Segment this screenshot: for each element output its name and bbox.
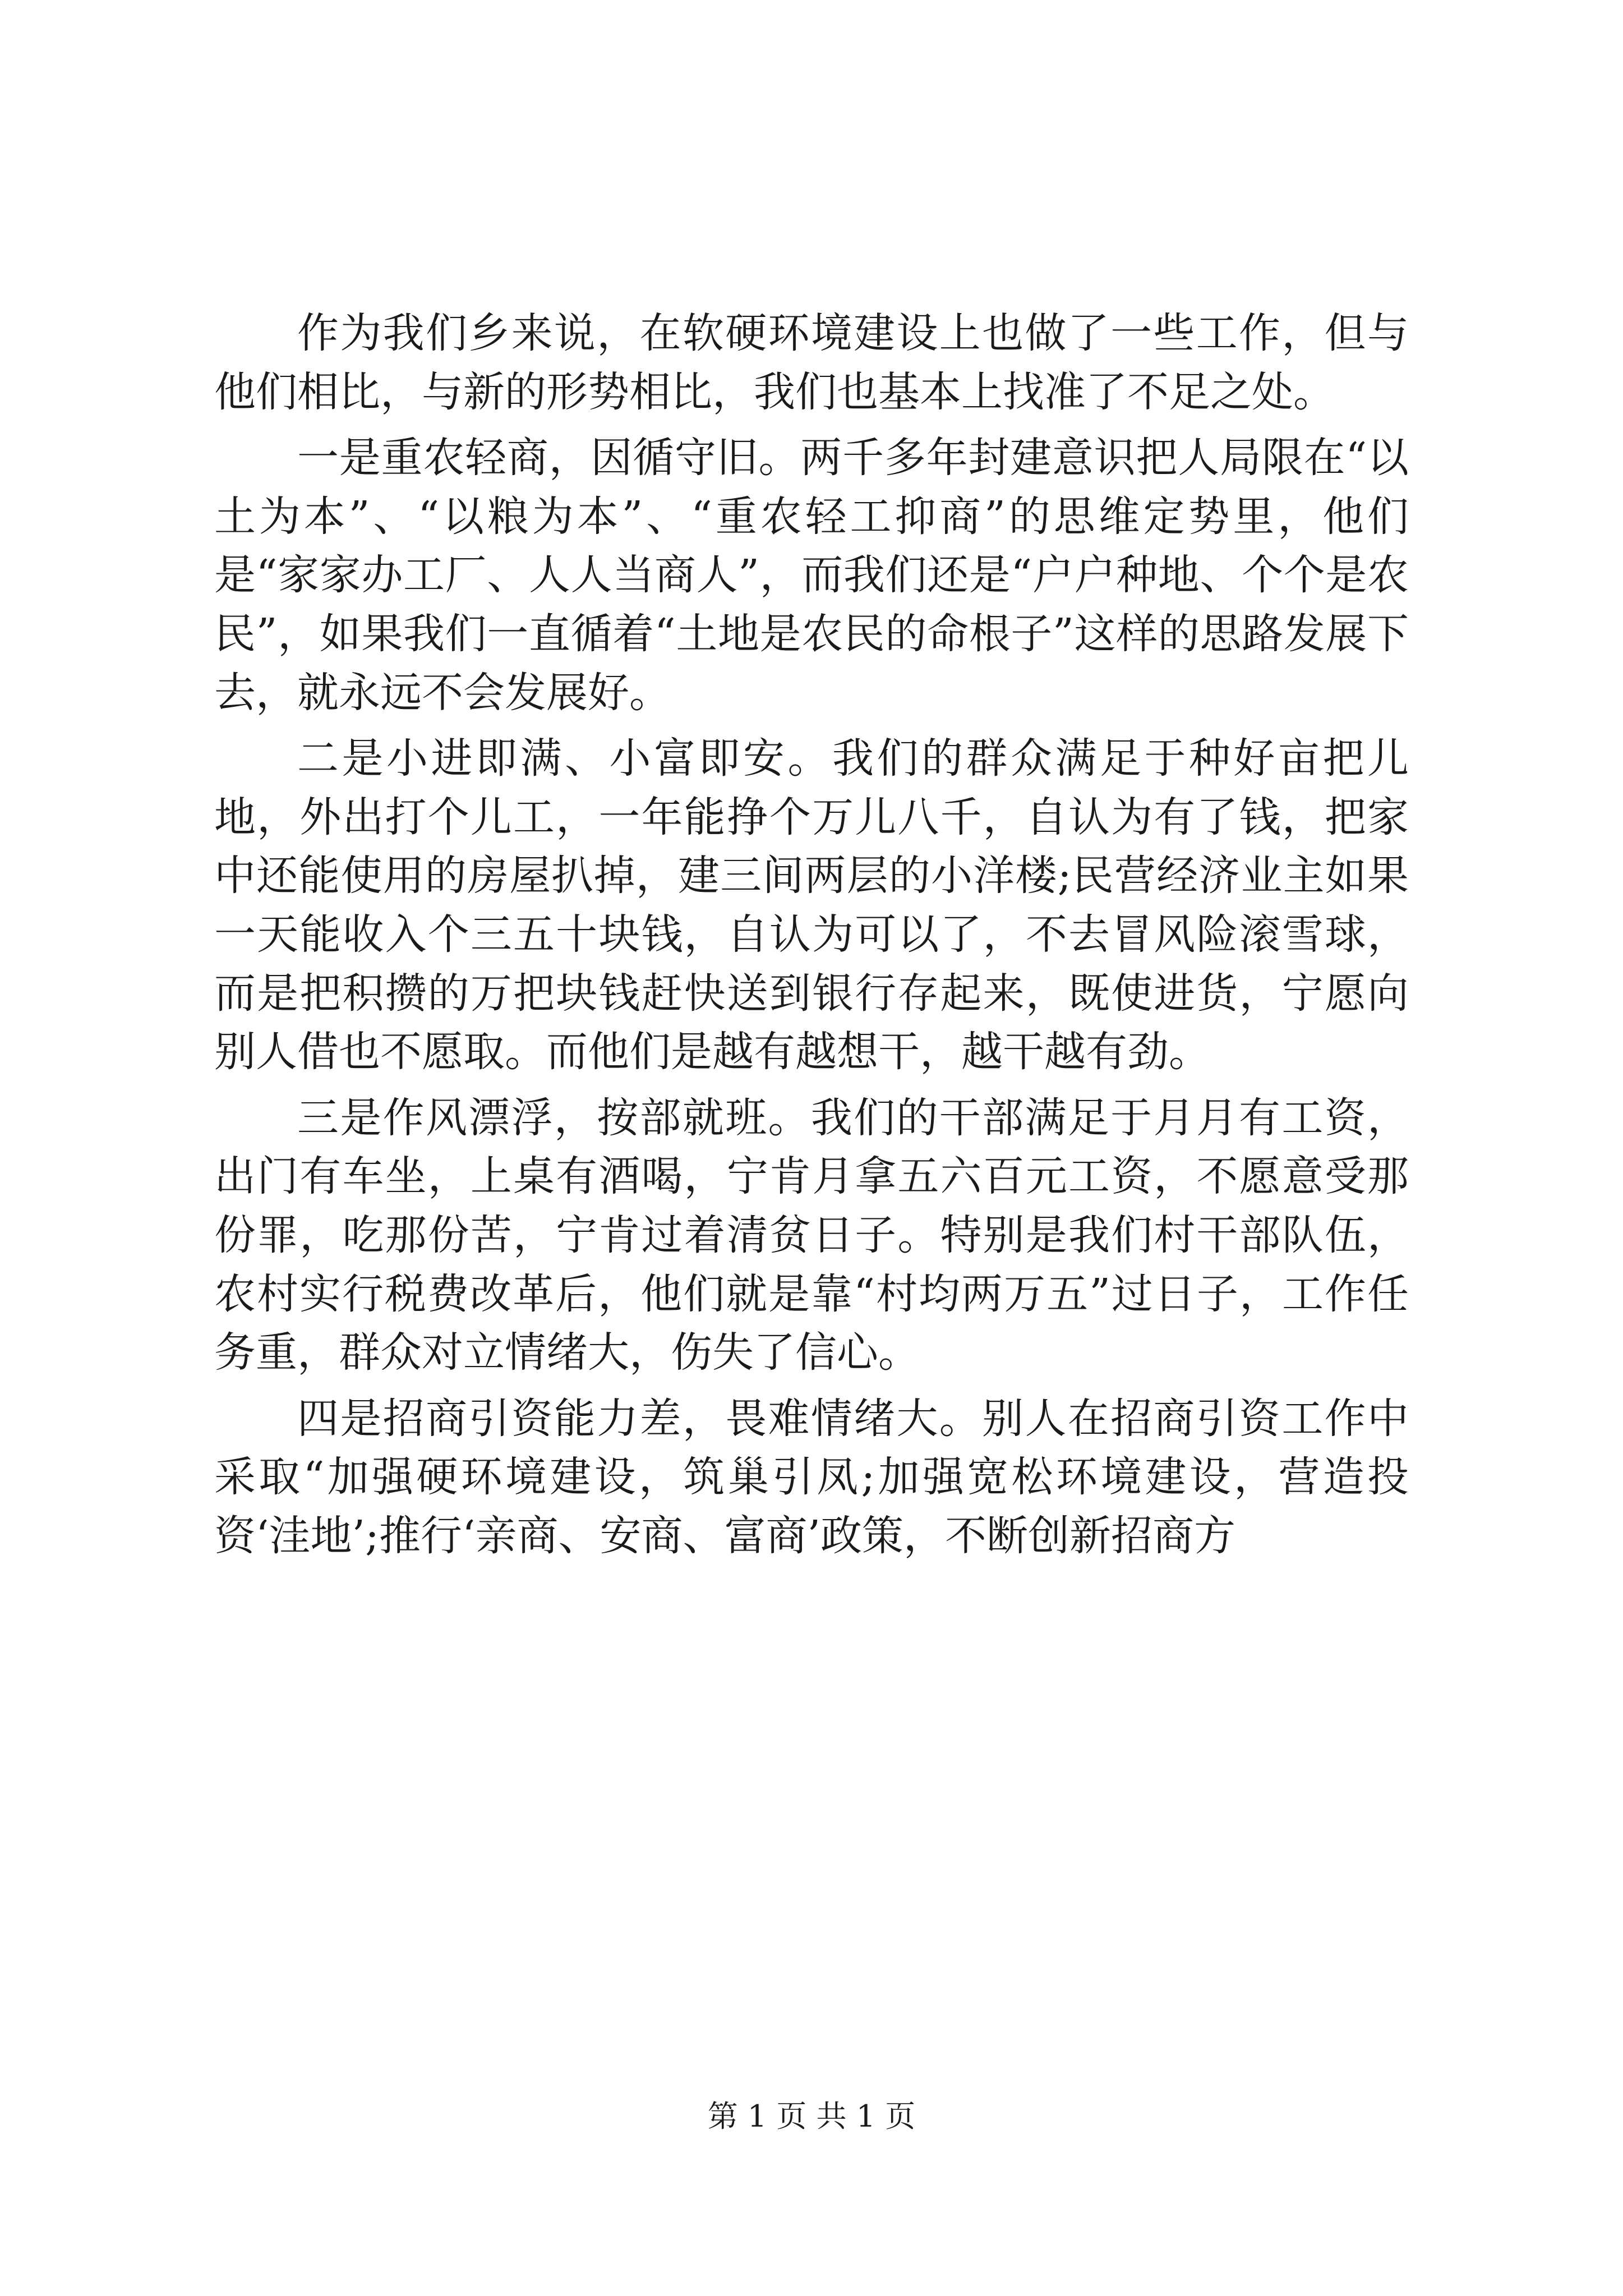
body-text [214,304,1409,1572]
paragraph-intro: 作为我们乡来说，在软硬环境建设上也做了一些工作，但与他们相比，与新的形势相比，我们也基本上找准了不足之处。 [214,309,1409,416]
paragraph-point-three: 三是作风漂浮，按部就班。我们的干部满足于月月有工资，出门有车坐，上桌有酒喝，宁肯月拿五六百元工资，不愿意受那份罪，吃那份苦，宁肯过着清贫日子。特别是我们村干部队伍，农村实行税费改革后，他们就是靠“村均两万五”过日子，工作任务重，群众对立情绪大，伤失了信心。 [214,1093,1409,1377]
paragraph-point-one: 一是重农轻商，因循守旧。两千多年封建意识把人局限在“以土为本”、“以粮为本”、“重农轻工抑商”的思维定势里，他们是“家家办工厂、人人当商人”，而我们还是“户户种地、个个是农民”，如果我们一直循着“土地是农民的命根子”这样的思路发展下去，就永远不会发展好。 [214,434,1409,717]
paragraph-point-four: 四是招商引资能力差，畏难情绪大。别人在招商引资工作中采取“加强硬环境建设，筑巢引凤;加强宽松环境建设，营造投资‘洼地’;推行‘亲商、安商、富商’政策，不断创新招商方 [214,1394,1409,1560]
page-footer: 第 1 页 共 1 页 [707,2099,916,2134]
paragraph-point-two: 二是小进即满、小富即安。我们的群众满足于种好亩把儿地，外出打个儿工，一年能挣个万儿八千，自认为有了钱，把家中还能使用的房屋扒掉，建三间两层的小洋楼;民营经济业主如果一天能收入个三五十块钱，自认为可以了，不去冒风险滚雪球，而是把积攒的万把块钱赶快送到银行存起来，既使进货，宁愿向别人借也不愿取。而他们是越有越想干，越干越有劲。 [214,734,1409,1076]
